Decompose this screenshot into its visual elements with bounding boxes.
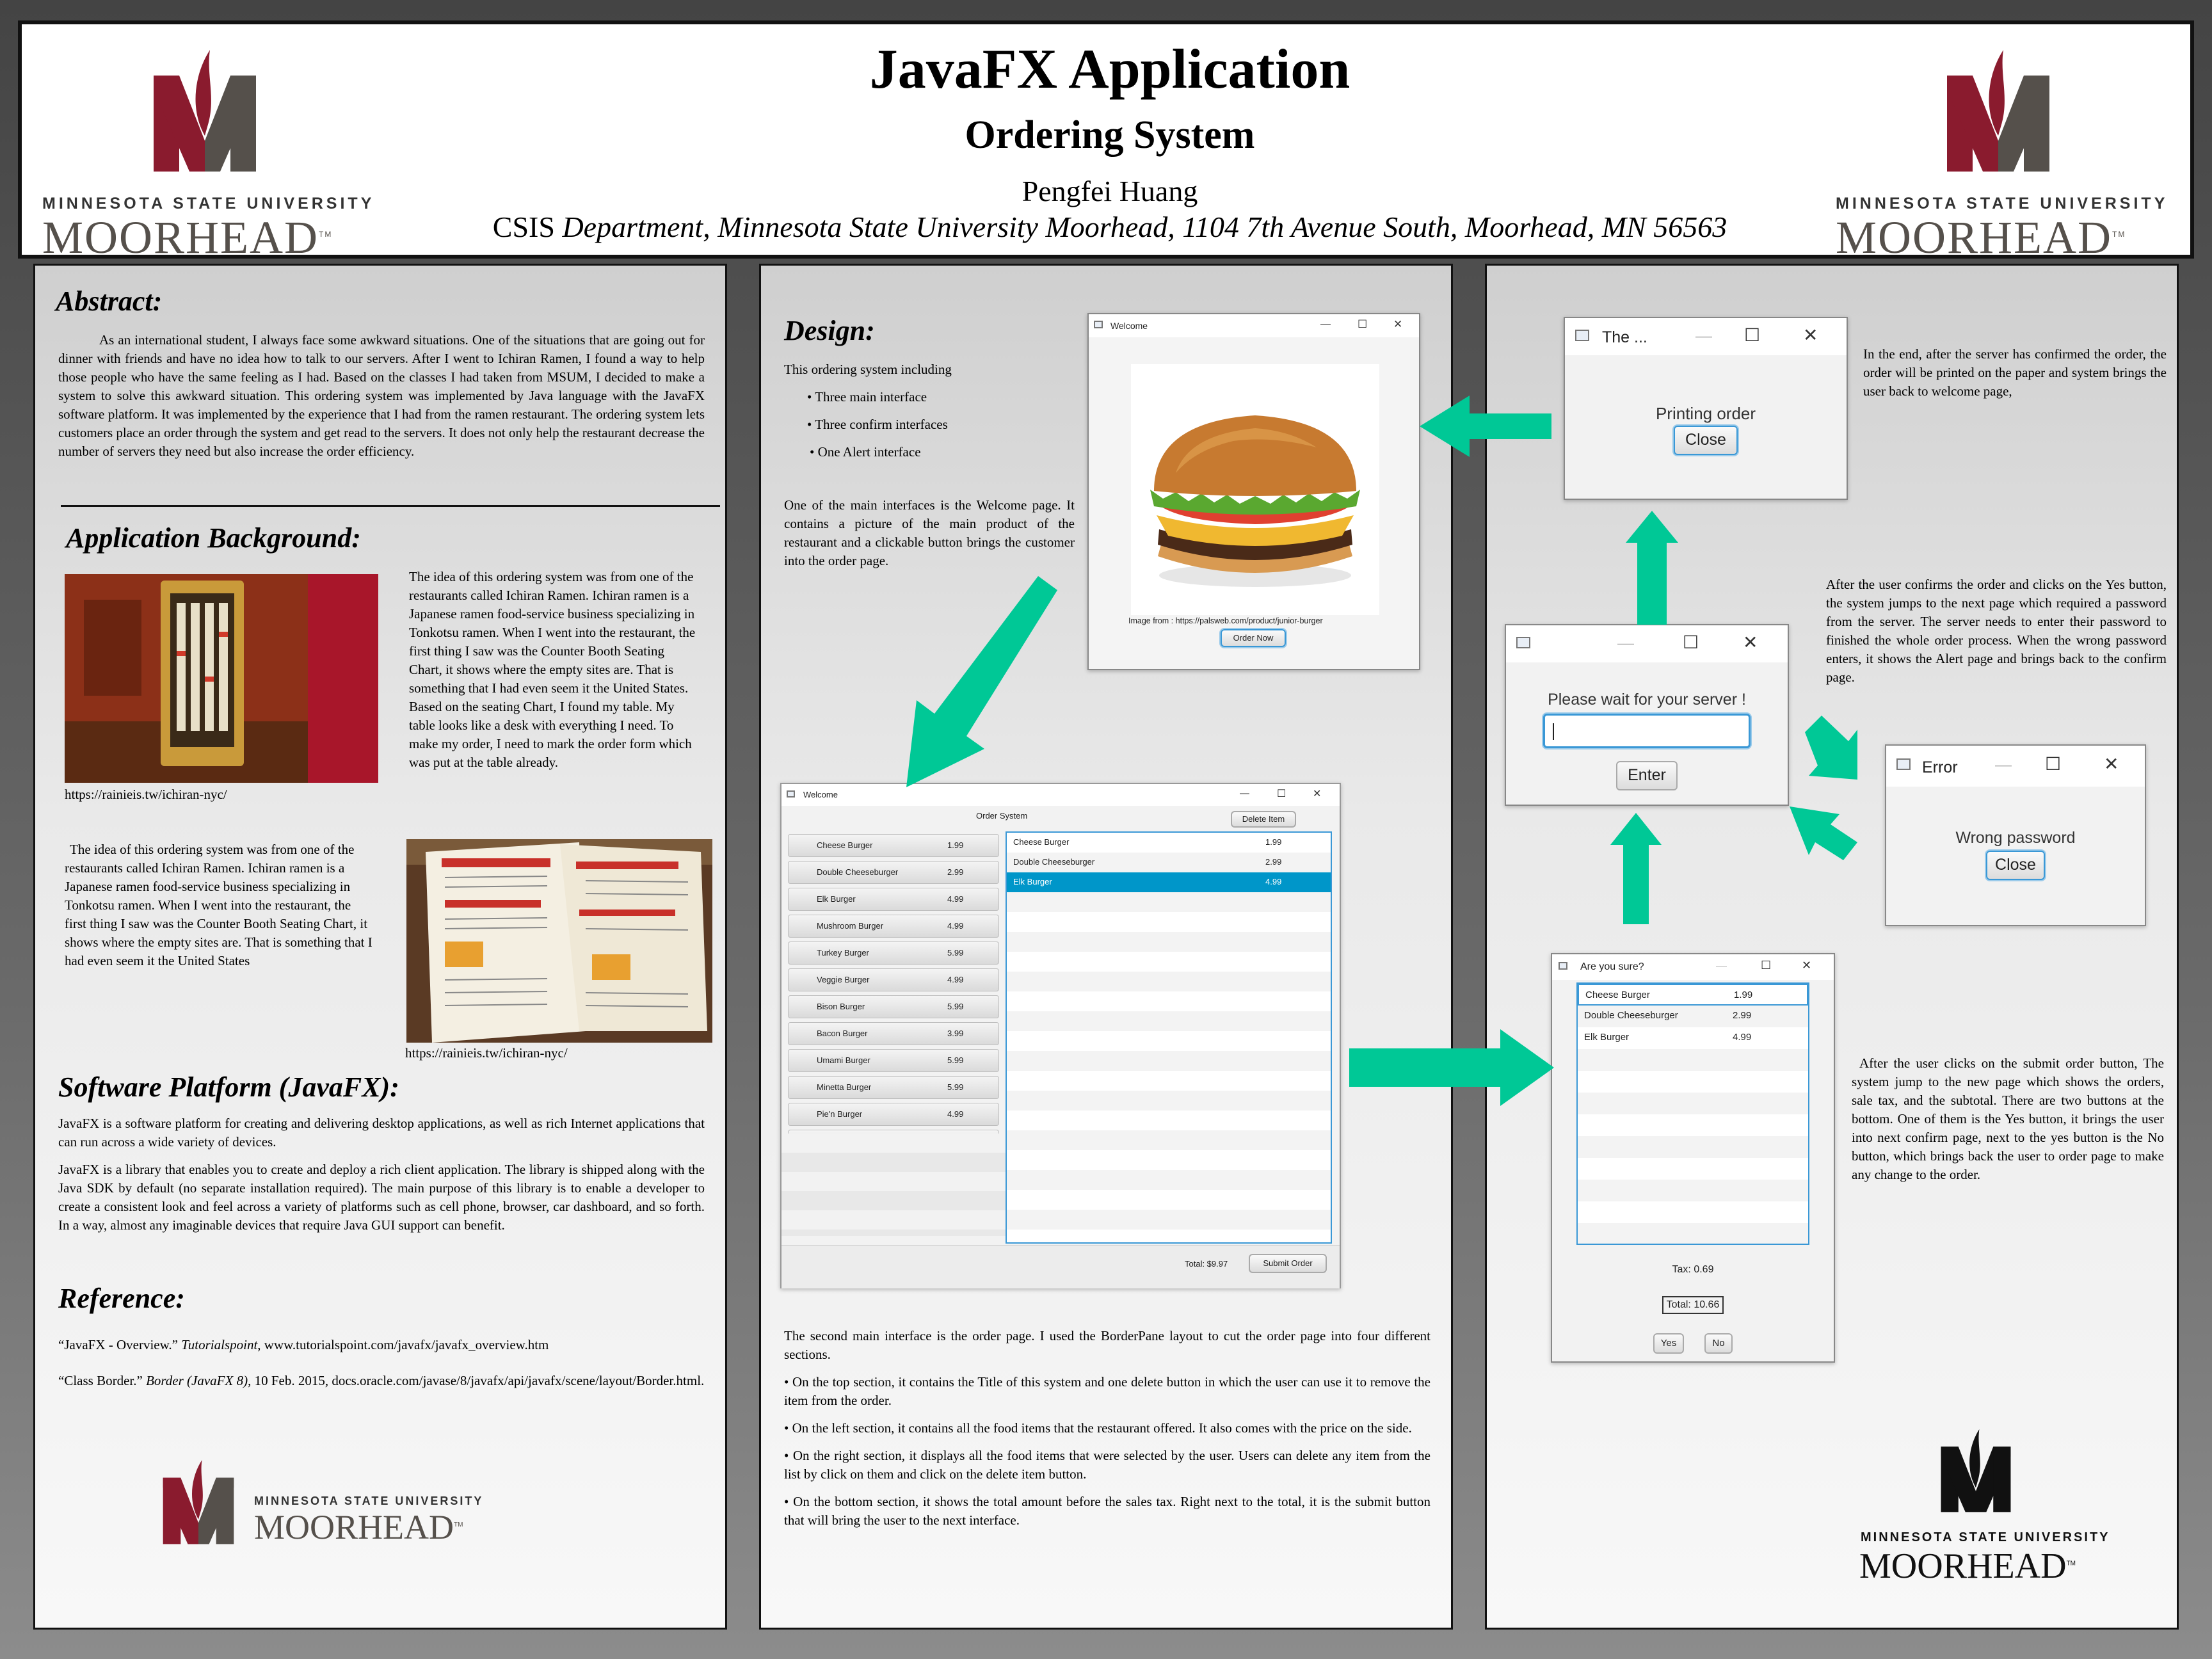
menu-item-price: 5.99 — [947, 1082, 964, 1092]
order-system-header: Order System — [976, 811, 1028, 821]
poster-affiliation: CSIS Department, Minnesota State University Moorhead, 1104 7th Avenue South, Moorhead, MN 56563 — [492, 211, 1727, 243]
menu-item-name: Cheese Burger — [817, 840, 873, 850]
minimize-icon[interactable]: — — [1617, 633, 1634, 652]
print-description: In the end, after the server has confirmed the order, the order will be printed on the paper and system brings the user back to welcome page, — [1863, 346, 2167, 399]
print-message: Printing order — [1655, 404, 1756, 423]
logo-university-text: MINNESOTA STATE UNIVERSITY — [254, 1495, 484, 1507]
poster-title: JavaFX Application — [869, 38, 1350, 100]
close-icon[interactable]: ✕ — [1803, 325, 1818, 345]
platform-text: JavaFX is a software platform for creating and delivering desktop applications, as well as rich Internet applications that can run across a wide variety of devices. JavaFX is a library that enables you to create and deploy a rich client application. The library is shipped along with the Java SDK by default (no separate installation required). The main purpose of this library is to enable a developer to create a consistent look and feel across a variety of platforms such as cell phone, browser, car dashboard, and so forth. In a way, almost any imaginable devices that require Java GUI support can benefit. — [58, 1116, 705, 1233]
menu-item-name: Mushroom Burger — [817, 921, 884, 931]
window-title: The ... — [1602, 328, 1647, 346]
no-button[interactable]: No — [1704, 1333, 1733, 1354]
order-form-source: https://rainieis.tw/ichiran-nyc/ — [405, 1045, 568, 1061]
menu-item-price: 5.99 — [947, 1002, 964, 1011]
confirm-item-price: 1.99 — [1734, 990, 1753, 1000]
error-close-button[interactable]: Close — [1986, 851, 2045, 880]
menu-item-price: 5.99 — [947, 948, 964, 958]
menu-item-price: 1.99 — [947, 840, 964, 850]
design-intro: This ordering system including — [784, 362, 952, 377]
background-heading: Application Background: — [66, 522, 361, 554]
arrow-left-icon — [1420, 396, 1551, 457]
maximize-icon[interactable]: ☐ — [1744, 325, 1761, 345]
window-title: Welcome — [803, 790, 838, 799]
image-credit: Image from : https://palsweb.com/product/junior-burger — [1128, 616, 1323, 625]
order-description: The second main interface is the order page. I used the BorderPane layout to cut the order page into four different sections. • On the top section, it contains the Title of this system and one delete button in which the user can use it to remove the item from the order. • On the left section, it contains all the food items that the restaurant offered. It also comes with the price on the side. • On the right section, it displays all the food items that were selected by the user. Users can delete any item from the list by click on them and click on the delete item button. • On the bottom section, it shows the total amount before the sales tax. Right next to the total, it is the submit button that will bring the user to the next interface. — [784, 1328, 1431, 1528]
selected-item-price: 2.99 — [1265, 857, 1282, 867]
reference-1: “JavaFX - Overview.” Tutorialspoint, www.tutorialspoint.com/javafx/javafx_overview.htm — [58, 1337, 549, 1352]
close-icon[interactable]: ✕ — [1743, 632, 1758, 652]
poster-author: Pengfei Huang — [1022, 175, 1198, 207]
tax-text: Tax: 0.69 — [1672, 1264, 1714, 1275]
password-description: After the user confirms the order and clicks on the Yes button, the system jumps to the next page which required a password from the server. The server needs to enter their password to finished the whole order process. When the wrong password enters, it shows the Alert page and brings back to the confirm page. — [1826, 577, 2167, 685]
maximize-icon[interactable]: ☐ — [1683, 632, 1699, 652]
welcome-description: One of the main interfaces is the Welcome page. It contains a picture of the main product of the restaurant and a clickable button brings the customer into the order page. — [784, 497, 1075, 568]
menu-item-name: Veggie Burger — [817, 975, 870, 984]
platform-heading: Software Platform (JavaFX): — [58, 1071, 399, 1103]
minimize-icon[interactable]: — — [1240, 788, 1249, 799]
password-prompt: Please wait for your server ! — [1548, 691, 1746, 709]
submit-order-button[interactable]: Submit Order — [1249, 1254, 1327, 1273]
arrow-up-icon — [1610, 813, 1662, 924]
menu-item-price: 2.99 — [947, 867, 964, 877]
menu-item-price: 5.99 — [947, 1055, 964, 1065]
logo-university-text: MINNESOTA STATE UNIVERSITY — [1836, 195, 2168, 212]
total-text: Total: 10.66 — [1662, 1296, 1724, 1314]
abstract-heading: Abstract: — [56, 285, 163, 317]
design-heading: Design: — [784, 315, 875, 346]
arrow-down-left-icon — [906, 576, 1057, 787]
close-icon[interactable]: ✕ — [2104, 754, 2119, 774]
logo-university-text: MINNESOTA STATE UNIVERSITY — [42, 195, 375, 212]
error-message: Wrong password — [1955, 829, 2076, 847]
logo-city-text: MOORHEAD™ — [1836, 212, 2126, 263]
selected-item-name: Double Cheeseburger — [1013, 857, 1095, 867]
maximize-icon[interactable]: ☐ — [1358, 318, 1368, 330]
yes-button[interactable]: Yes — [1653, 1333, 1684, 1354]
seating-chart-source: https://rainieis.tw/ichiran-nyc/ — [65, 787, 227, 802]
maximize-icon[interactable]: ☐ — [1277, 789, 1286, 799]
abstract-text: As an international student, I always face some awkward situations. One of the situations that are going out for dinner with friends and have no idea how to talk to our servers. After I went to Ichiran Ramen, I found a way to help those people who have the same feeling as I had. Based on the classes I had taken from MSUM, I decided to make a system to solve this awkward situation. This ordering system was implemented by Java language with the JavaFX software platform. It was implemented by the experience that I had from the ramen restaurant. The ordering system lets customers place an order through the system and get read to the servers. It does not only help the restaurant decrease the number of servers they need but also increase the order efficiency. — [58, 332, 705, 459]
confirm-item-price: 2.99 — [1733, 1010, 1752, 1021]
enter-button[interactable]: Enter — [1616, 761, 1678, 790]
confirm-description: After the user clicks on the submit order button, The system jump to the new page which shows the orders, sale tax, and the subtotal. There are two buttons at the bottom. One of them is the Yes button, it brings the user into next confirm page, next to the yes button is the No button, which brings back the user to order page to make any change to the order. — [1852, 1055, 2164, 1182]
logo-city-text: MOORHEAD™ — [254, 1508, 463, 1546]
logo-city-text: MOORHEAD™ — [42, 212, 333, 263]
order-now-button[interactable]: Order Now — [1221, 629, 1286, 647]
minimize-icon[interactable]: — — [1716, 959, 1727, 972]
menu-item-name: Pie'n Burger — [817, 1109, 863, 1119]
logo-university-text: MINNESOTA STATE UNIVERSITY — [1861, 1530, 2110, 1544]
selected-item-price: 1.99 — [1265, 837, 1282, 847]
total-text: Total: $9.97 — [1185, 1259, 1228, 1269]
poster-subtitle: Ordering System — [965, 113, 1255, 157]
print-close-button[interactable]: Close — [1674, 426, 1738, 455]
menu-item-price: 4.99 — [947, 894, 964, 904]
reference-heading: Reference: — [58, 1283, 185, 1314]
minimize-icon[interactable]: — — [1695, 326, 1712, 345]
background-para2: The idea of this ordering system was from one of the restaurants called Ichiran Ramen. Ichiran ramen is a Japanese ramen food-service business specializing in Tonkotsu ramen. When I went into the restaurant, the first thing I saw was the Counter Booth Seating Chart, it shows where the empty sites are. That is something that I had even seem it the United States — [65, 842, 373, 968]
window-title: Are you sure? — [1580, 961, 1644, 972]
menu-item-name: Bacon Burger — [817, 1029, 868, 1038]
design-bullet: • Three main interface — [807, 389, 927, 405]
delete-item-button[interactable]: Delete Item — [1231, 811, 1296, 828]
menu-item-name: Double Cheeseburger — [817, 867, 899, 877]
close-icon[interactable]: ✕ — [1393, 318, 1403, 330]
close-icon[interactable]: ✕ — [1802, 959, 1812, 972]
menu-item-price: 4.99 — [947, 921, 964, 931]
logo-city-text: MOORHEAD™ — [1859, 1546, 2076, 1586]
design-bullet: • Three confirm interfaces — [807, 417, 948, 432]
confirm-item-price: 4.99 — [1733, 1032, 1752, 1043]
menu-item-name: Bison Burger — [817, 1002, 865, 1011]
confirm-item-name: Cheese Burger — [1585, 990, 1650, 1000]
window-title: Welcome — [1110, 321, 1148, 331]
menu-item-price: 4.99 — [947, 1109, 964, 1119]
selected-item-name: Elk Burger — [1013, 877, 1052, 886]
design-bullet: • One Alert interface — [810, 444, 921, 460]
menu-item-name: Umami Burger — [817, 1055, 870, 1065]
selected-item-price: 4.99 — [1265, 877, 1282, 886]
selected-item-name: Cheese Burger — [1013, 837, 1070, 847]
window-title: Error — [1922, 758, 1958, 776]
minimize-icon[interactable]: — — [1995, 755, 2012, 774]
arrow-down-right-icon — [1805, 716, 1857, 780]
close-icon[interactable]: ✕ — [1313, 789, 1322, 799]
confirm-item-name: Elk Burger — [1584, 1032, 1630, 1043]
minimize-icon[interactable]: — — [1320, 319, 1331, 330]
menu-item-price: 4.99 — [947, 975, 964, 984]
menu-item-name: Minetta Burger — [817, 1082, 872, 1092]
menu-item-name: Elk Burger — [817, 894, 856, 904]
menu-item-name: Turkey Burger — [817, 948, 869, 958]
reference-2: “Class Border.” Border (JavaFX 8), 10 Feb. 2015, docs.oracle.com/javase/8/javafx/api/javafx/scene/layout/Border.html. — [58, 1373, 705, 1388]
background-para1: The idea of this ordering system was from one of the restaurants called Ichiran Ramen. Ichiran ramen is a Japanese ramen food-service business specializing in Tonkotsu ramen. When I went into the restaurant, the first thing I saw was the Counter Booth Seating Chart, it shows where the empty sites are. That is something that I had even seem it the United States. Based on the seating Chart, I found my table. My table looks like a desk with everything I need. To make my order, I need to mark the order form which was put at the table already. — [409, 569, 696, 770]
maximize-icon[interactable]: ☐ — [2045, 754, 2062, 774]
confirm-item-name: Double Cheeseburger — [1584, 1010, 1678, 1021]
arrow-up-icon — [1626, 511, 1678, 625]
maximize-icon[interactable]: ☐ — [1761, 959, 1772, 972]
arrow-right-icon — [1349, 1029, 1554, 1106]
menu-item-price: 3.99 — [947, 1029, 964, 1038]
arrow-up-left-icon — [1790, 806, 1857, 860]
